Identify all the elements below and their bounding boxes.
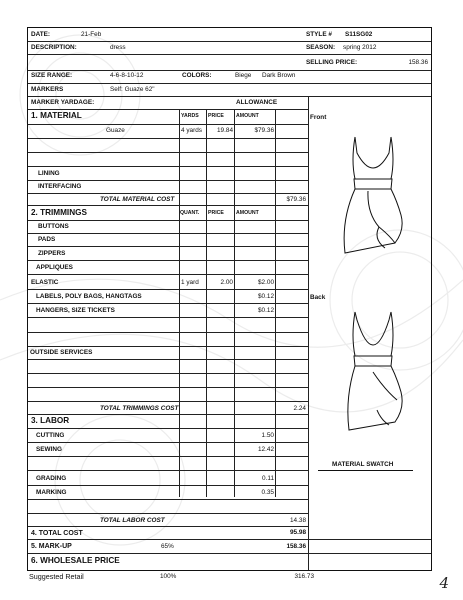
date-label: DATE: (31, 31, 51, 38)
cost-sheet (27, 27, 432, 571)
material-row1-name: Guaze (106, 127, 125, 134)
labor-title: 3. LABOR (31, 416, 70, 425)
material-total-label: TOTAL MATERIAL COST (100, 196, 175, 203)
trim-hangers: HANGERS, SIZE TICKETS (36, 307, 115, 314)
labor-cutting: CUTTING (36, 432, 65, 439)
labor-marking-value: 0.35 (261, 489, 274, 496)
trim-elastic-amount: $2.00 (258, 279, 274, 286)
labor-sewing: SEWING (36, 446, 62, 453)
trim-elastic-quant: 1 yard (181, 279, 199, 286)
trim-hangers-amount: $0.12 (258, 307, 274, 314)
material-row1-amount: $79.36 (254, 127, 274, 134)
material-col-amount: AMOUNT (236, 113, 259, 119)
style-value: S11SG02 (345, 31, 373, 38)
trim-appliques: APPLIQUES (36, 264, 73, 271)
labor-total-value: 14.38 (290, 517, 306, 524)
labor-total-label: TOTAL LABOR COST (100, 517, 165, 524)
total-cost-label: 4. TOTAL COST (31, 530, 83, 537)
colors-label: COLORS: (182, 72, 212, 79)
page-number: 4 (439, 574, 449, 592)
markup-pct: 65% (161, 543, 174, 550)
marker-yardage-label: MARKER YARDAGE: (31, 99, 95, 106)
wholesale-label: 6. WHOLESALE PRICE (31, 556, 120, 565)
trim-buttons: BUTTONS (38, 223, 69, 230)
labor-marking: MARKING (36, 489, 67, 496)
trimmings-col-quant: QUANT. (180, 210, 200, 216)
markers-value: Self: Guaze 62" (110, 86, 155, 93)
trim-elastic-price: 2.00 (220, 279, 233, 286)
suggested-retail-value: 316.73 (294, 573, 314, 580)
description-value: dress (110, 44, 126, 51)
material-title: 1. MATERIAL (31, 111, 82, 120)
labor-cutting-value: 1.50 (261, 432, 274, 439)
color-1: Biege (235, 72, 252, 79)
material-row1-price: 19.84 (217, 127, 233, 134)
trim-pads: PADS (38, 236, 56, 243)
front-dress-sketch (333, 135, 413, 260)
material-col-price: PRICE (208, 113, 224, 119)
style-label: STYLE # (306, 31, 332, 38)
trim-outside-services: OUTSIDE SERVICES (30, 349, 93, 356)
trimmings-title: 2. TRIMMINGS (31, 208, 87, 217)
date-value: 21-Feb (81, 31, 102, 38)
material-interfacing: INTERFACING (38, 183, 82, 190)
material-row1-yards: 4 yards (181, 127, 202, 134)
total-cost-value: 95.98 (290, 529, 306, 536)
trimmings-col-price: PRICE (208, 210, 224, 216)
labor-grading-value: 0.11 (262, 475, 274, 482)
season-value: spring 2012 (343, 44, 377, 51)
size-range-label: SIZE RANGE: (31, 72, 73, 79)
material-total-value: $79.36 (286, 196, 306, 203)
trimmings-total-value: 2.24 (293, 405, 306, 412)
size-range-value: 4-6-8-10-12 (110, 72, 144, 79)
labor-grading: GRADING (36, 475, 67, 482)
trim-elastic: ELASTIC (31, 279, 59, 286)
color-2: Dark Brown (262, 72, 296, 79)
material-col-yards: YARDS (181, 113, 199, 119)
trim-labels: LABELS, POLY BAGS, HANGTAGS (36, 293, 142, 300)
selling-price-value: 158.36 (408, 59, 428, 66)
material-lining: LINING (38, 170, 60, 177)
description-label: DESCRIPTION: (31, 44, 77, 51)
markup-label: 5. MARK-UP (31, 543, 72, 550)
material-swatch-label: MATERIAL SWATCH (332, 461, 394, 468)
markup-value: 158.36 (286, 543, 306, 550)
trimmings-total-label: TOTAL TRIMMINGS COST (100, 405, 179, 412)
back-dress-sketch (333, 310, 413, 440)
labor-sewing-value: 12.42 (258, 446, 274, 453)
season-label: SEASON: (306, 44, 336, 51)
front-label: Front (310, 114, 327, 121)
suggested-retail-label: Suggested Retail (29, 572, 84, 581)
allowance-label: ALLOWANCE (236, 99, 278, 106)
selling-price-label: SELLING PRICE: (306, 59, 358, 66)
suggested-retail-pct: 100% (160, 573, 177, 580)
trimmings-col-amount: AMOUNT (236, 210, 259, 216)
trim-zippers: ZIPPERS (38, 250, 66, 257)
trim-labels-amount: $0.12 (258, 293, 274, 300)
markers-label: MARKERS (31, 86, 64, 93)
back-label: Back (310, 294, 326, 301)
